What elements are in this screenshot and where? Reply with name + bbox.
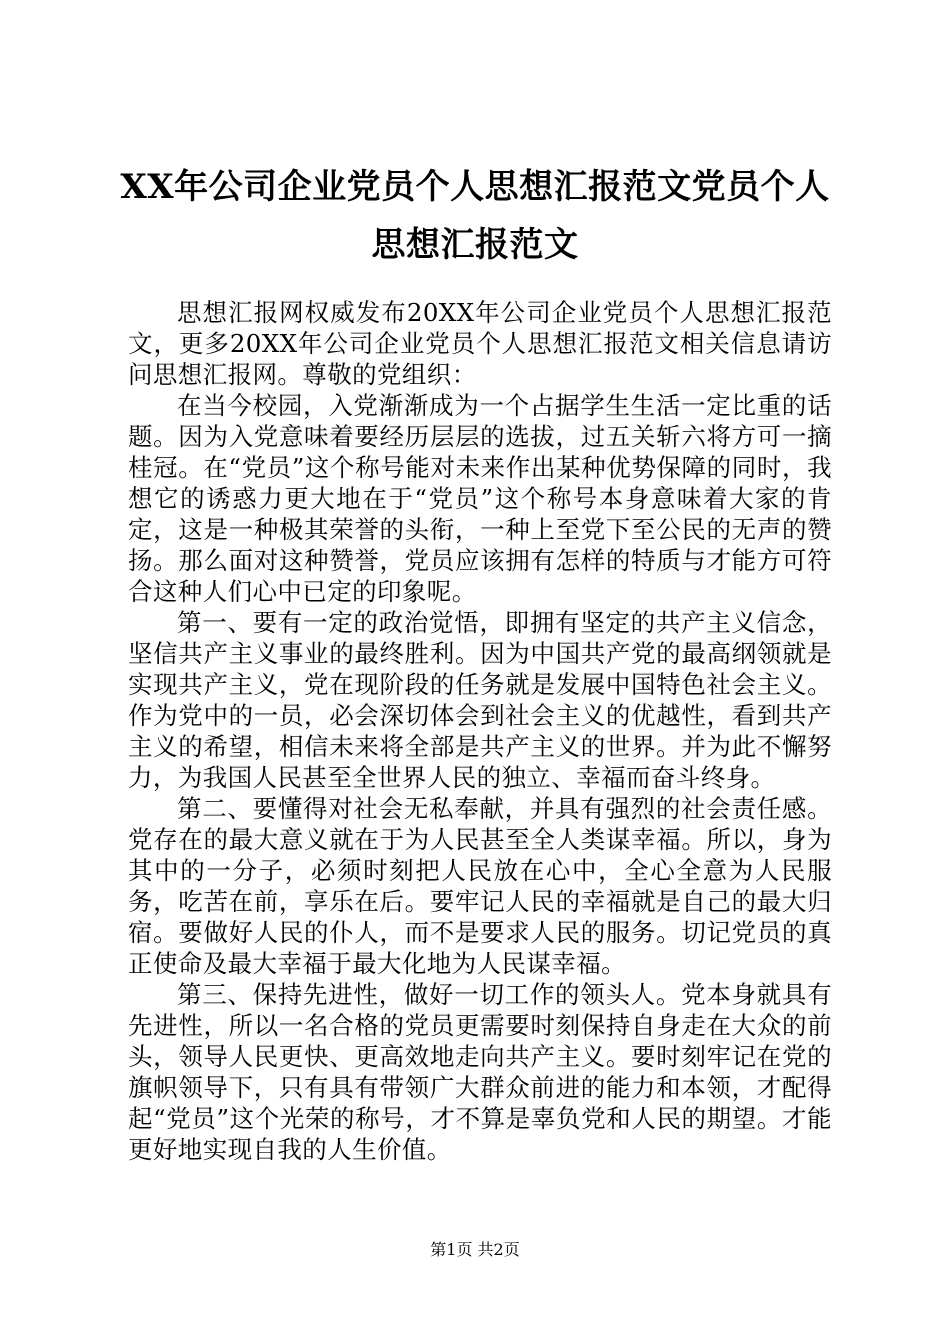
document-body [128, 297, 832, 1165]
paragraph-campus: 在当今校园，入党渐渐成为一个占据学生生活一定比重的话题。因为入党意味着要经历层层的选拔，过五关斩六将方可一摘桂冠。在“党员”这个称号能对未来作出某种优势保障的同时，我想它的诱惑力更大地在于“党员”这个称号本身意味着大家的肯定，这是一种极其荣誉的头衔，一种上至党下至公民的无声的赞扬。那么面对这种赞誉，党员应该拥有怎样的特质与才能方可符合这种人们心中已定的印象呢。 [128, 391, 832, 606]
paragraph-point-one: 第一、要有一定的政治觉悟，即拥有坚定的共产主义信念，坚信共产主义事业的最终胜利。因为中国共产党的最高纲领就是实现共产主义，党在现阶段的任务就是发展中国特色社会主义。作为党中的一员，必会深切体会到社会主义的优越性，看到共产主义的希望，相信未来将全部是共产主义的世界。并为此不懈努力，为我国人民甚至全世界人民的独立、幸福而奋斗终身。 [128, 608, 832, 792]
document-title: XX年公司企业党员个人思想汇报范文党员个人思想汇报范文 [120, 167, 830, 265]
paragraph-point-two: 第二、要懂得对社会无私奉献，并具有强烈的社会责任感。党存在的最大意义就在于为人民甚至全人类谋幸福。所以，身为其中的一分子，必须时刻把人民放在心中，全心全意为人民服务，吃苦在前，享乐在后。要牢记人民的幸福就是自己的最大归宿。要做好人民的仆人，而不是要求人民的服务。切记党员的真正使命及最大幸福于最大化地为人民谋幸福。 [128, 794, 832, 978]
paragraph-point-three: 第三、保持先进性，做好一切工作的领头人。党本身就具有先进性，所以一名合格的党员更需要时刻保持自身走在大众的前头，领导人民更快、更高效地走向共产主义。要时刻牢记在党的旗帜领导下，只有具有带领广大群众前进的能力和本领，才配得起“党员”这个光荣的称号，才不算是辜负党和人民的期望。才能更好地实现自我的人生价值。 [128, 980, 832, 1164]
page-number-footer: 第1页 共2页 [430, 1240, 520, 1259]
paragraph-intro: 思想汇报网权威发布20XX年公司企业党员个人思想汇报范文，更多20XX年公司企业党员个人思想汇报范文相关信息请访问思想汇报网。尊敬的党组织： [128, 298, 832, 389]
